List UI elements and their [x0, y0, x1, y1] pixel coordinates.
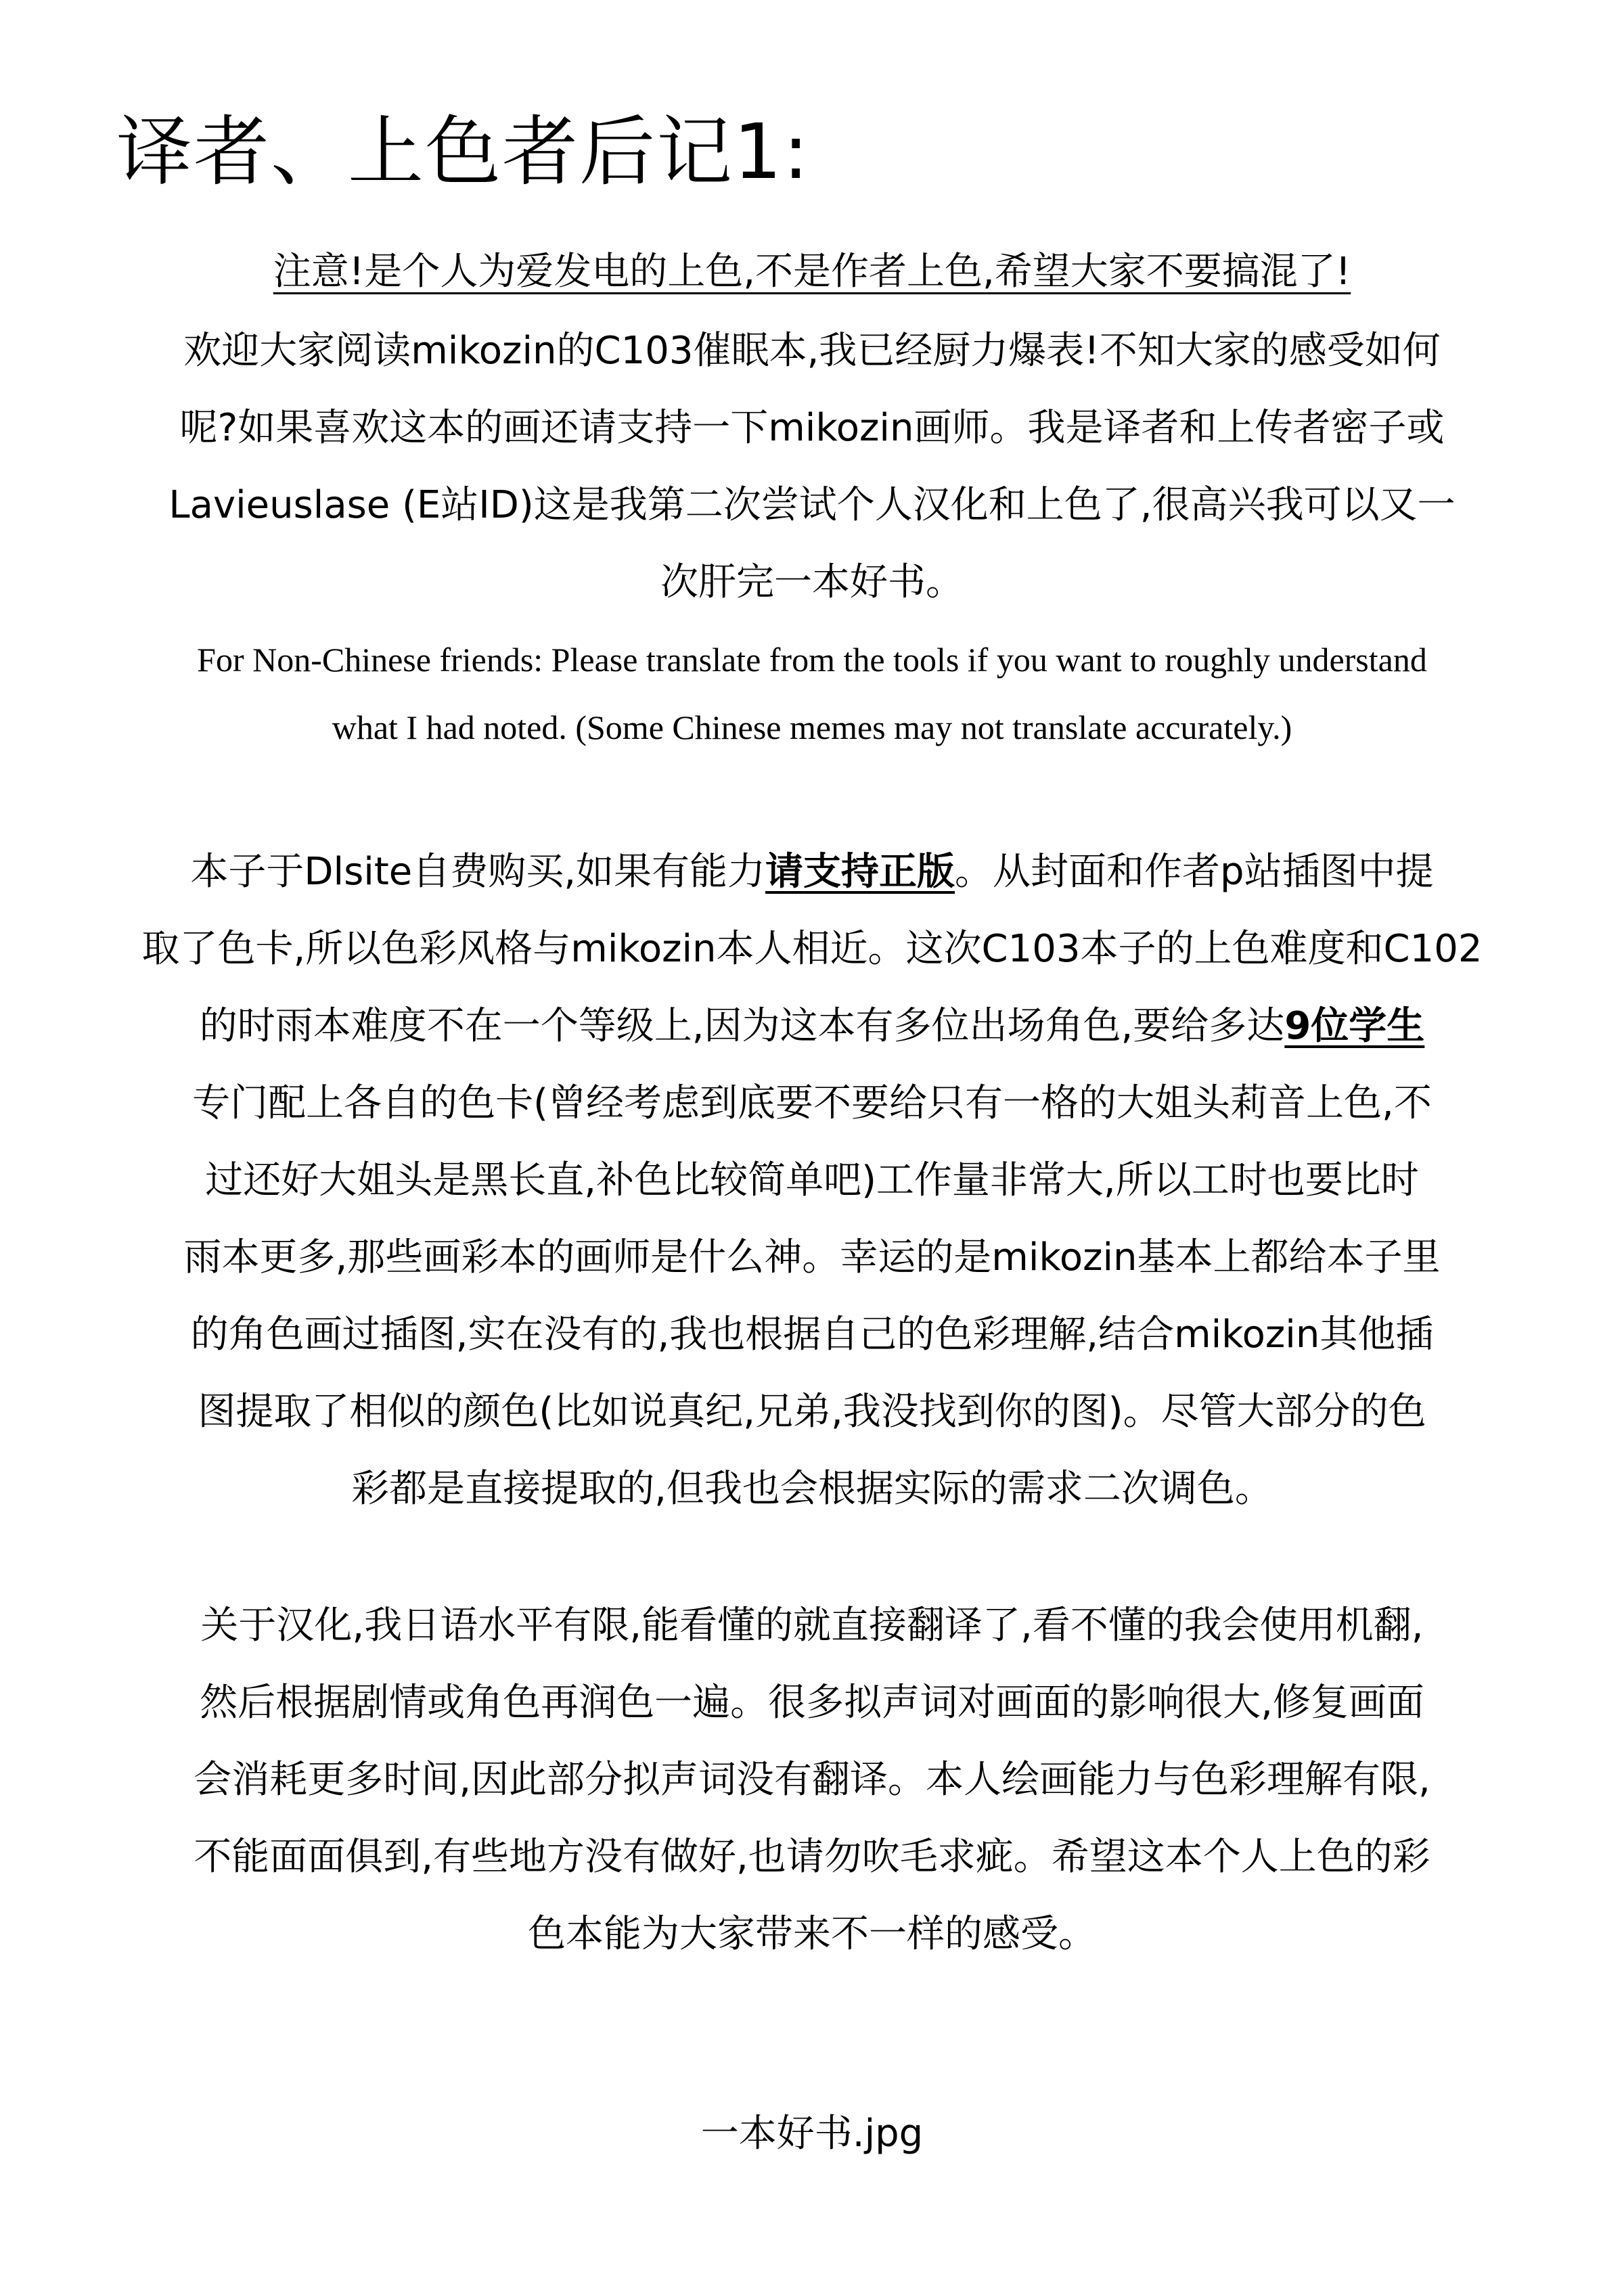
coloring-line: 的角色画过插图,实在没有的,我也根据自己的色彩理解,结合mikozin其他插	[190, 1313, 1434, 1357]
coloring-line: 图提取了相似的颜色(比如说真纪,兄弟,我没找到你的图)。尽管大部分的色	[198, 1390, 1426, 1434]
coloring-line: 雨本更多,那些画彩本的画师是什么神。幸运的是mikozin基本上都给本子里	[183, 1235, 1441, 1279]
coloring-line	[116, 834, 1508, 911]
intro-line: 欢迎大家阅读mikozin的C103催眠本,我已经厨力爆表!不知大家的感受如何	[183, 329, 1441, 373]
notice-line	[116, 233, 1508, 311]
coloring-line-text: 的时雨本难度不在一个等级上,因为这本有多位出场角色,要给多达	[199, 1004, 1285, 1048]
coloring-line: 彩都是直接提取的,但我也会根据实际的需求二次调色。	[351, 1467, 1273, 1511]
intro-paragraph	[116, 313, 1508, 621]
intro-line: 呢?如果喜欢这本的画还请支持一下mikozin画师。我是译者和上传者密子或	[179, 406, 1445, 450]
closing-line	[116, 2095, 1508, 2173]
intro-line: Lavieuslase (E站ID)这是我第二次尝试个人汉化和上色了,很高兴我可以又一	[168, 483, 1456, 527]
translation-line: 然后根据剧情或角色再润色一遍。很多拟声词对画面的影响很大,修复画面	[200, 1681, 1424, 1725]
translation-line: 不能面面俱到,有些地方没有做好,也请勿吹毛求疵。希望这本个人上色的彩	[194, 1835, 1430, 1879]
coloring-line-text: 。从封面和作者p站插图中提	[955, 850, 1434, 894]
coloring-line	[116, 988, 1508, 1065]
translation-line: 关于汉化,我日语水平有限,能看懂的就直接翻译了,看不懂的我会使用机翻,	[200, 1604, 1424, 1648]
intro-line: 次肝完一本好书。	[660, 560, 964, 604]
coloring-paragraph	[116, 834, 1508, 1528]
english-note-line: For Non-Chinese friends: Please translate from the tools if you want to roughly understand	[197, 641, 1427, 679]
notice-text: 注意!是个人为爱发电的上色,不是作者上色,希望大家不要搞混了!	[273, 250, 1351, 294]
english-note	[116, 626, 1508, 761]
english-note-line: what I had noted. (Some Chinese memes may not translate accurately.)	[332, 708, 1292, 746]
translation-line: 会消耗更多时间,因此部分拟声词没有翻译。本人绘画能力与色彩理解有限,	[194, 1758, 1430, 1802]
coloring-line: 取了色卡,所以色彩风格与mikozin本人相近。这次C103本子的上色难度和C102	[141, 927, 1483, 971]
support-official-emphasis: 请支持正版	[765, 850, 955, 894]
coloring-line: 过还好大姐头是黑长直,补色比较简单吧)工作量非常大,所以工时也要比时	[205, 1158, 1419, 1202]
translation-line: 色本能为大家带来不一样的感受。	[528, 1912, 1096, 1956]
page-title: 译者、上色者后记1:	[116, 108, 810, 196]
coloring-line: 专门配上各自的色卡(曾经考虑到底要不要给只有一格的大姐头莉音上色,不	[192, 1081, 1432, 1125]
coloring-line-text: 本子于Dlsite自费购买,如果有能力	[190, 850, 766, 894]
nine-students-emphasis: 9位学生	[1284, 1004, 1425, 1048]
closing-text: 一本好书.jpg	[700, 2112, 924, 2156]
translation-paragraph	[116, 1587, 1508, 1973]
